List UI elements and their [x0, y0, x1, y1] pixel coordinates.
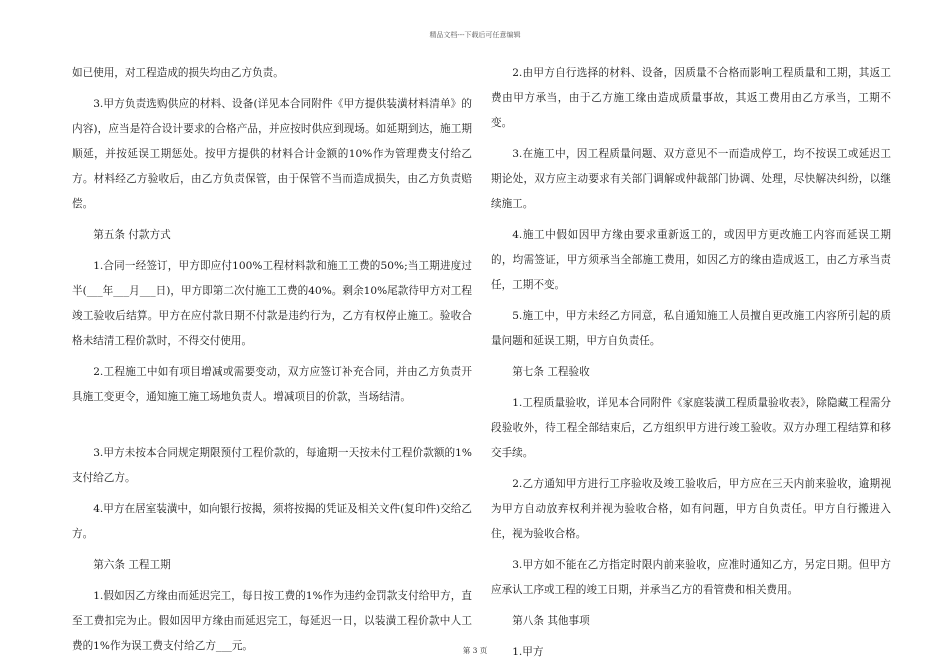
paragraph: 1.合同一经签订，甲方即应付100%工程材料款和施工工费的50%;当工期进度过半(___年___月___日)，甲方即第二次付施工工费的40%。剩余10%尾款待甲方对工程竣工验收后结算。甲方在应付款日期不付款是违约行为，乙方有权停止施工。验收合格未结清工程价款时，不得交付使用。: [72, 260, 472, 347]
paragraph: 2.工程施工中如有项目增减或需要变动，双方应签订补充合同，并由乙方负责开具施工变更令，通知施工施工场地负责人。增减项目的价款，当场结清。: [72, 366, 472, 403]
paragraph: 4.甲方在居室装潢中，如向银行按揭，须将按揭的凭证及相关文件(复印件)交给乙方。: [72, 503, 472, 540]
paragraph: 3.在施工中，因工程质量问题、双方意见不一而造成停工，均不按误工或延迟工期论处，双方应主动要求有关部门调解或仲裁部门协调、处理，尽快解决纠纷，以继续施工。: [491, 148, 891, 210]
paragraph: 1.工程质量验收，详见本合同附件《家庭装潢工程质量验收表》，除隐藏工程需分段验收外，待工程全部结束后，乙方组织甲方进行竣工验收。双方办理工程结算和移交手续。: [491, 397, 891, 459]
paragraph: 3.甲方负责选购供应的材料、设备(详见本合同附件《甲方提供装潢材料清单》的内容)，应当是符合设计要求的合格产品，并应按时供应到现场。如延期到达，施工期顺延，并按延误工期惩处。按甲方提供的材料合计金额的10%作为管理费支付给乙方。材料经乙方验收后，由乙方负责保管，由于保管不当而造成损失，由乙方负责赔偿。: [72, 98, 472, 210]
section-heading: 第五条 付款方式: [93, 229, 171, 241]
page-number: 第 3 页: [462, 646, 488, 655]
paragraph: 2.由甲方自行选择的材料、设备，因质量不合格而影响工程质量和工期，其返工费由甲方承当，由于乙方施工缘由造成质量事故，其返工费用由乙方承当，工期不变。: [491, 67, 891, 129]
page-header: 精品文档---下载后可任意编辑: [429, 31, 521, 39]
left-column: [72, 61, 472, 659]
paragraph: 如已使用，对工程造成的损失均由乙方负责。: [72, 67, 284, 79]
paragraph: 2.乙方通知甲方进行工序验收及竣工验收后，甲方应在三天内前来验收，逾期视为甲方自动放弃权利并视为验收合格，如有问题，甲方自负责任。甲方自行搬进入住，视为验收合格。: [491, 478, 891, 540]
paragraph: 3.甲方未按本合同规定期限预付工程价款的，每逾期一天按未付工程价款额的1%支付给乙方。: [72, 447, 472, 484]
paragraph: 3.甲方如不能在乙方指定时限内前来验收，应准时通知乙方，另定日期。但甲方应承认工序或工程的竣工日期，并承当乙方的看管费和相关费用。: [491, 559, 891, 596]
right-column: [491, 61, 891, 665]
paragraph: 1.甲方: [512, 646, 544, 658]
section-heading: 第七条 工程验收: [512, 366, 590, 378]
section-heading: 第六条 工程工期: [93, 559, 171, 571]
paragraph: 1.假如因乙方缘由而延迟完工，每日按工费的1%作为违约金罚款支付给甲方，直至工费扣完为止。假如因甲方缘由而延迟完工，每延迟一日，以装潢工程价款中人工费的1%作为误工费支付给乙方___元。: [72, 590, 472, 652]
paragraph: 4.施工中假如因甲方缘由要求重新返工的，或因甲方更改施工内容而延误工期的，均需签证，甲方须承当全部施工费用，如因乙方的缘由造成返工，由乙方承当责任，工期不变。: [491, 229, 891, 291]
section-heading: 第八条 其他事项: [512, 615, 590, 627]
paragraph: 5.施工中，甲方未经乙方同意，私自通知施工人员擅自更改施工内容所引起的质量问题和延误工期，甲方自负责任。: [491, 310, 891, 347]
